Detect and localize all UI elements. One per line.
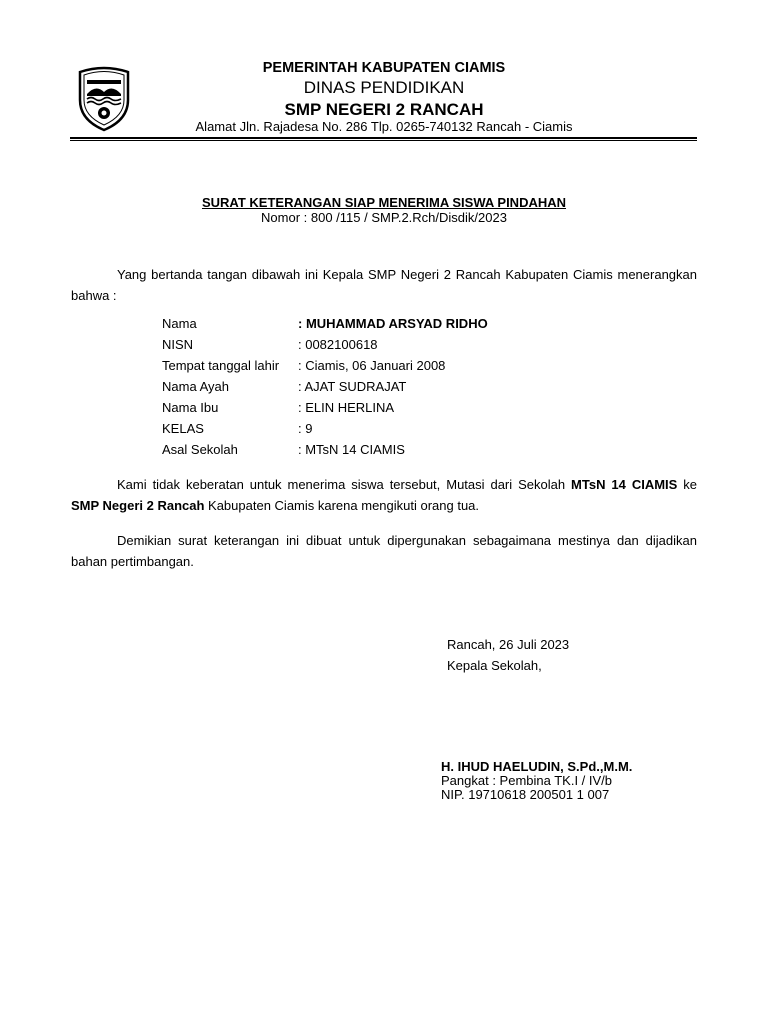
- kop-address: Alamat Jln. Rajadesa No. 286 Tlp. 0265-740132 Rancah - Ciamis: [195, 119, 573, 134]
- header-divider-thick: [70, 137, 697, 139]
- signer-rank: Pangkat : Pembina TK.I / IV/b: [441, 773, 613, 788]
- closing-paragraph: [71, 530, 697, 572]
- field-label: Nama: [162, 316, 197, 331]
- signer-position: Kepala Sekolah,: [447, 658, 542, 673]
- field-value: : AJAT SUDRAJAT: [298, 379, 407, 394]
- field-value: : Ciamis, 06 Januari 2008: [298, 358, 446, 373]
- kop-department-line: DINAS PENDIDIKAN: [303, 78, 465, 97]
- field-label: Tempat tanggal lahir: [162, 358, 280, 373]
- field-value: : 9: [298, 421, 313, 436]
- acceptance-text-e: Kabupaten Ciamis karena mengikuti orang tua.: [204, 498, 480, 513]
- field-label: Nama Ibu: [162, 400, 219, 415]
- field-label: Asal Sekolah: [162, 442, 238, 457]
- acceptance-text-a: Kami tidak keberatan untuk menerima siswa tersebut, Mutasi dari Sekolah: [117, 477, 572, 492]
- closing-text: Demikian surat keterangan ini dibuat untuk dipergunakan sebagaimana mestinya dan dijadikan bahan pertimbangan.: [71, 533, 697, 569]
- field-label: NISN: [162, 337, 194, 352]
- field-value: : MUHAMMAD ARSYAD RIDHO: [298, 316, 488, 331]
- place-date: Rancah, 26 Juli 2023: [447, 637, 570, 652]
- signer-name: H. IHUD HAELUDIN, S.Pd.,M.M.: [441, 759, 633, 774]
- header-divider-thin: [70, 140, 697, 141]
- letter-number: Nomor : 800 /115 / SMP.2.Rch/Disdik/2023: [261, 210, 507, 225]
- kop-school-name: SMP NEGERI 2 RANCAH: [284, 100, 484, 119]
- intro-text: Yang bertanda tangan dibawah ini Kepala SMP Negeri 2 Rancah Kabupaten Ciamis menerangkan bahwa :: [71, 267, 697, 303]
- field-label: KELAS: [162, 421, 204, 436]
- letter-title: SURAT KETERANGAN SIAP MENERIMA SISWA PINDAHAN: [201, 195, 567, 210]
- field-value: : 0082100618: [298, 337, 378, 352]
- field-label: Nama Ayah: [162, 379, 229, 394]
- intro-paragraph: [71, 264, 697, 306]
- acceptance-text-c: ke: [677, 477, 698, 492]
- acceptance-paragraph: [71, 474, 697, 516]
- origin-school-bold: MTsN 14 CIAMIS: [571, 477, 678, 492]
- field-value: : MTsN 14 CIAMIS: [298, 442, 405, 457]
- field-value: : ELIN HERLINA: [298, 400, 395, 415]
- kop-government-line: PEMERINTAH KABUPATEN CIAMIS: [262, 60, 506, 76]
- destination-school-bold: SMP Negeri 2 Rancah: [71, 498, 205, 513]
- signer-nip: NIP. 19710618 200501 1 007: [441, 787, 610, 802]
